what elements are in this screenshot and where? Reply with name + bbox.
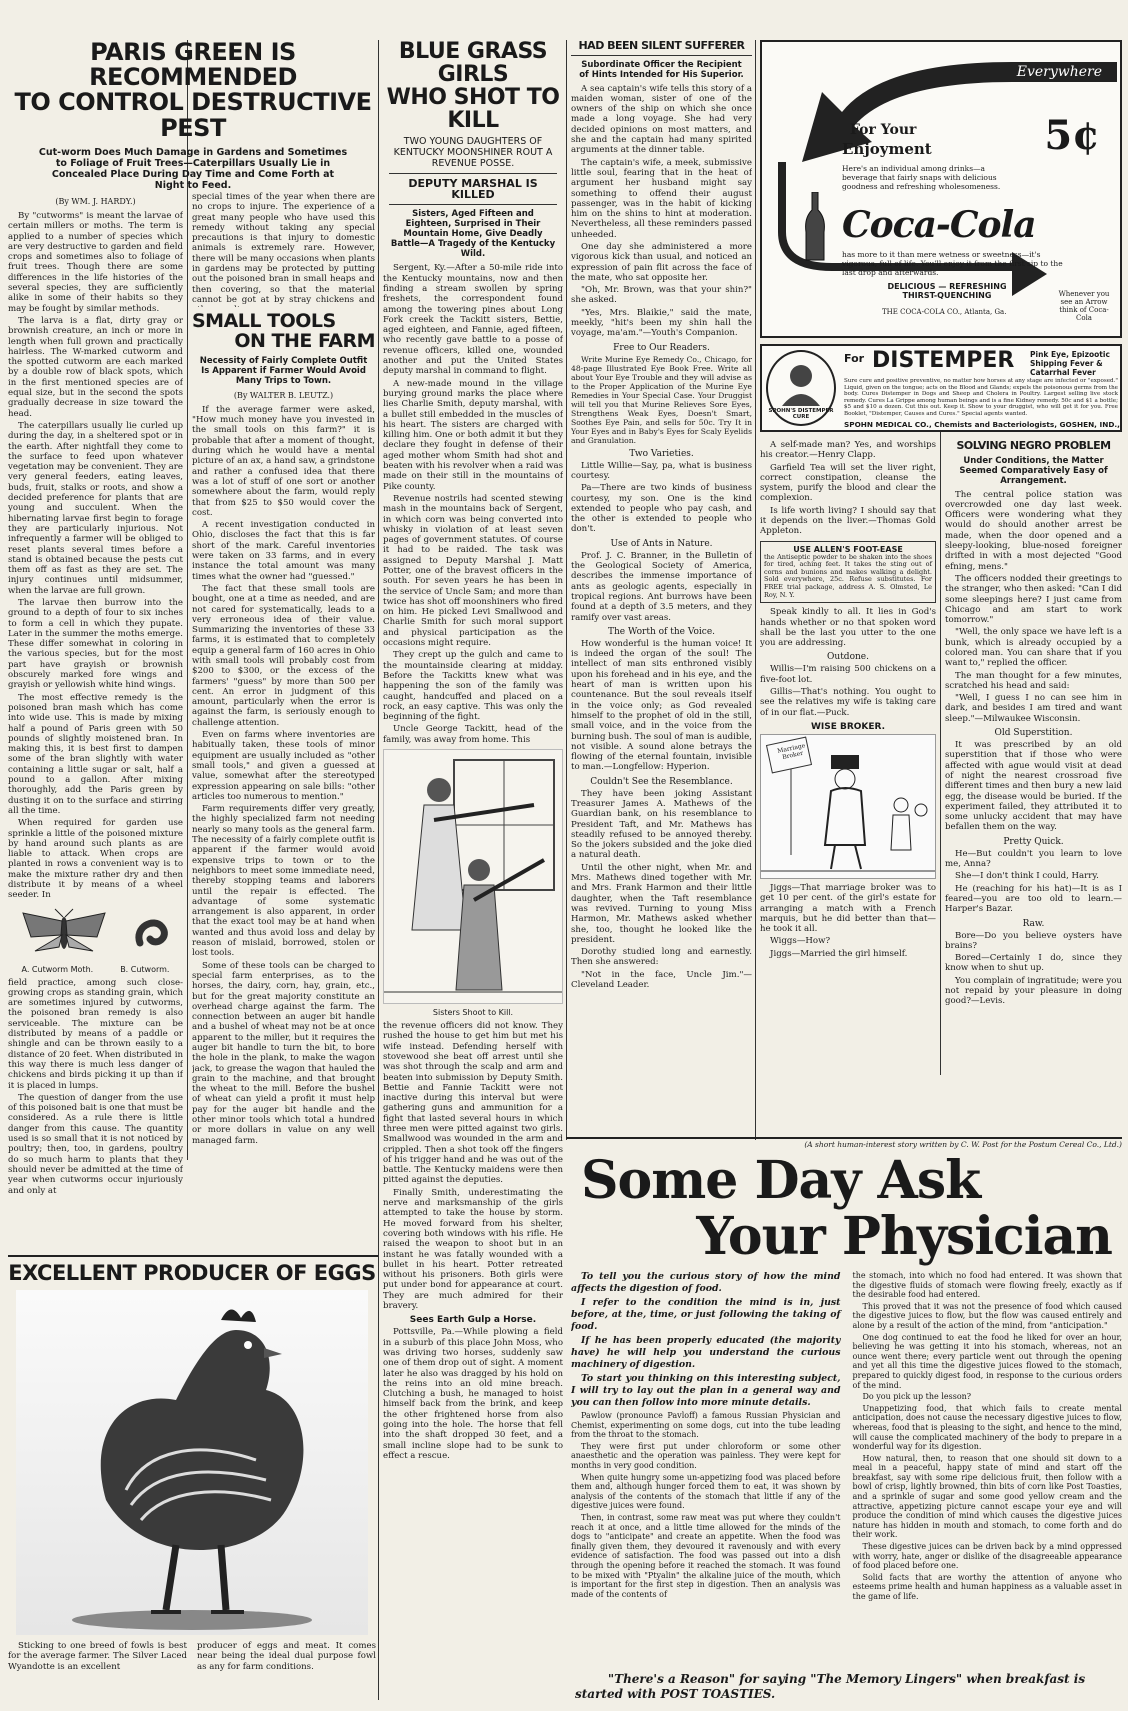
distemper-ad [760, 344, 1122, 432]
postum-col-right [853, 1271, 1123, 1604]
distemper-for: For [844, 352, 865, 365]
silent-paragraph: "Yes, Mrs. Blaikie," said the mate, meekly, "hit's been my shin hall the voyage, ma'am."—Youth's Companion. [571, 307, 752, 339]
column-rule [940, 345, 941, 1075]
hen-icon [16, 1290, 368, 1635]
ants-text: Prof. J. C. Branner, in the Bulletin of the Geological Society of America, describes the immense importance of ants as geologic agents, especially in tropical regions. Ant burrows have been found at a depth of 3.5 meters, and they ramify over vast areas. [571, 550, 752, 623]
column-rule [187, 40, 188, 1160]
paris-paragraph: By "cutworms" is meant the larvae of certain millers or moths. The term is applied to a number of species which are very destructive to garden and field crops and sometimes also to foliage of fruit trees. Though there are some differences in the life histories of the several species, they are sufficiently alike in some of their habits so they may be fought by similar methods. [8, 211, 183, 314]
postum-paragraph: How natural, then, to reason that one should sit down to a meal in a peaceful, happy state of mind and start off the breakfast, say with some ripe delicious fruit, then follow with a bowl of crisp, lightly browned, thin bits of corn like Post Toasties, and a sprinkle of sugar and some good yellow cream and the attractive, appetizing picture cannot escape your eye and will produce the condition of mind which causes the digestive juices nature has hidden in mouth and stomach, to come forth and do their work. [852, 1453, 1122, 1540]
eggs-article [8, 1262, 376, 1707]
paris-paragraph: The caterpillars usually lie curled up during the day, in a sheltered spot or in the earth. After nightfall they come to the surface to feed upon whatever vegetation may be convenient. They are very general feeders, eating leaves, buds, fruit, stalks or roots, and show a decided preference for plants that are young and succulent. When the hibernating larvae first begin to forage they are particularly injurious. Not infrequently a farmer will be obliged to reset plants several times before a stand is obtained because the pests cut them off as fast as they are set. The injury continues until midsummer, when the larvae are full grown. [8, 420, 183, 596]
earth-subhead: Sees Earth Gulp a Horse. [409, 1315, 537, 1326]
raw-line: You complain of ingratitude; were you not repaid by your pleasure in doing good?—Levis. [945, 975, 1122, 1007]
postum-paragraph: Do you pick up the lesson? [862, 1392, 972, 1402]
bluegrass-deck-3: Sisters, Aged Fifteen and Eighteen, Surprised in Their Mountain Home, Give Deadly Battle—A Tragedy of the Kentucky Wild. [390, 209, 556, 260]
superstition-title: Old Superstition. [994, 728, 1073, 739]
voice-title: The Worth of the Voice. [607, 626, 716, 637]
column-rule [755, 40, 756, 1140]
postum-intro: I refer to the condition the mind is in, just before, at the, time, or just following the taking of food. [571, 1297, 841, 1332]
bluegrass-paragraph: Sergent, Ky.—After a 50-mile ride into the Kentucky mountains, now and then finding a stream swollen by spring freshets, the correspondent found among the towering pines about Long Fork creek the Tackitt sisters, Bettie, aged eighteen, and Fannie, aged fifteen, who recently gave battle to a posse of revenue officers, killed one, wounded another and put the United States deputy marshal in command to flight. [383, 263, 563, 377]
bluegrass-article [383, 40, 563, 1708]
bluegrass-paragraph: Revenue nostrils had scented stewing mash in the mountains back of Sergent, in which corn was being converted into whisky in violation of at least seven pages of government statutes. Of course it had to be raided. The task was assigned to Deputy Marshal J. Matt Potter, one of the bravest officers in the south. For seven years he has been in the service of Uncle Sam; and more than twice has shot off moonshiners who fired on him. He picked Levi Smallwood and Charlie Smith for such moral support and physical participation as the occasions might require. [383, 493, 563, 649]
paris-deck: Cut-worm Does Much Damage in Gardens and Sometimes to Foliage of Fruit Trees—Caterpillars Usually Lie in Concealed Place During Day Time and Come Forth at Night to Feed. [38, 146, 348, 190]
everywhere-slogan: Everywhere [1016, 64, 1102, 80]
column-rule [378, 40, 379, 1700]
varieties-title: Two Varieties. [629, 448, 694, 459]
paris-paragraph: When required for garden use sprinkle a little of the poisoned mixture by hand around such plants as are liable to attack. When crops are planted in rows a convenient way is to make the mixture rather dry and then distribute it by means of a wheel seeder. In [8, 818, 183, 901]
tools-paragraph: Some of these tools can be charged to special farm enterprises, as to the horses, the dairy, corn, hay, grain, etc., but for the great majority constitute an overhead charge against the farm. The connection between an auger bit handle and a bushel of wheat may not be at once apparent to the miller, but it requires the auger bit handle to turn the bit, to bore the hole in the plank, to make the wagon jack, to grease the wagon that hauled the grain to the machine, and that brought the wheat to the mill. Before the bushel of wheat can yield a profit it must help pay for the auger bit handle and the other minor tools which total a hundred or more dollars in value on any well managed farm. [192, 960, 375, 1146]
column-rule [566, 40, 567, 1140]
for-your-label: For Your [850, 122, 917, 138]
col-6 [945, 440, 1122, 1080]
postum-note: (A short human-interest story written by C. W. Post for the Postum Cereal Co., Ltd.) [804, 1140, 1122, 1149]
postum-ad [571, 1140, 1122, 1708]
quick-line: He (reaching for his hat)—It is as I feared—you are too old to learn.—Harper's Bazar. [945, 883, 1122, 915]
wyandotte-hen-image [16, 1290, 368, 1635]
paris-paragraph: The larva is a flat, dirty gray or brownish creature, an inch or more in length when full grown and practically hairless. The W-marked cutworm and the spotted cutworm are each marked by a double row of black spots, which in the first mentioned species are of equal size, but in the second the spots gradually decrease in size toward the head. [8, 315, 183, 419]
sisters-illustration [383, 749, 563, 1004]
bluegrass-headline-2: WHO SHOT TO KILL [386, 85, 560, 134]
negro-paragraph: The officers nodded their greetings to the stranger, who then asked: "Can I did some sleepings here? I just came from Chicago and am start to work tomorrow." [945, 573, 1122, 626]
distemper-title: DISTEMPER [872, 348, 1015, 373]
tools-paragraph: If the average farmer were asked, "How much money have you invested in the small tools on this farm?" it is probable that after a moment of thought, during which he would have a mental picture of an ax, a hand saw, a grindstone and rather a confused idea that there was a lot of stuff of one sort or another somewhere about the farm, would reply that from $25 to $50 would cover the cost. [192, 404, 375, 518]
postum-intro: To tell you the curious story of how the mind affects the digestion of food. [571, 1271, 841, 1294]
cutworm-icon [132, 913, 172, 953]
superstition-text: It was prescribed by an old superstition that if those who were affected with ague would visit at dead of night the nearest crossroad five different times and then bury a new laid egg, the disease would be buried. If the experiment failed, they attributed it to some unlucky accident that may have befallen them on the way. [945, 740, 1122, 833]
negro-deck: Under Conditions, the Matter Seemed Comparatively Easy of Arrangement. [959, 455, 1108, 486]
eggs-paragraph: producer of eggs and meat. It comes near being the ideal dual purpose fowl as any for farm conditions. [197, 1641, 376, 1672]
wise-text: Jiggs—Married the girl himself. [770, 948, 908, 959]
postum-col-left [571, 1271, 841, 1604]
coca-cola-ad [760, 40, 1122, 338]
resemblance-paragraph: Until the other night, when Mr. and Mrs. Mathews dined together with Mr. and Mrs. Frank Harmon and their little daughter, when the Taft resemblance was revived. Turning to young Miss Harmon, Mr. Mathews asked whether she, too, thought he looked like the president. [571, 862, 752, 945]
paris-headline-1: PARIS GREEN IS RECOMMENDED [89, 40, 297, 92]
tools-paragraph: Farm requirements differ very greatly, the highly specialized farm not needing nearly so many tools as the general farm. The necessity of a fairly complete outfit is apparent if the farmer would avoid expensive trips to town or to the neighbors to meet some immediate need, thereby stopping teams and laborers until the repair is effected. The advantage of some systematic arrangement is also apparent, in order that the exact tool may be at hand when wanted and thus avoid loss and delay by reason of mislaid, borrowed, stolen or lost tools. [192, 804, 375, 959]
varieties-paragraph: Little Willie—Say, pa, what is business courtesy. [571, 460, 752, 481]
quick-title: Pretty Quick. [1003, 836, 1064, 847]
cutworm-caption: B. Cutworm. [120, 964, 170, 974]
postum-closing-line-2: started with POST TOASTIES. [575, 1687, 776, 1701]
tools-byline: (By WALTER B. LEUTZ.) [233, 390, 334, 400]
broker-cartoon [760, 734, 936, 879]
negro-paragraph: The man thought for a few minutes, scratched his head and said: [945, 670, 1122, 691]
wise-text: Wiggs—How? [770, 936, 831, 947]
quick-line: He—But couldn't you learn to love me, Anna? [945, 848, 1122, 870]
raw-line: Bore—Do you believe oysters have brains? [945, 930, 1122, 951]
moth-captions [8, 965, 183, 974]
distemper-company: SPOHN MEDICAL CO., Chemists and Bacteriologists, GOSHEN, IND., [844, 420, 1120, 429]
tools-headline-1: SMALL TOOLS [192, 312, 336, 332]
resemblance-title: Couldn't See the Resemblance. [590, 776, 733, 787]
tools-paragraph: Even on farms where inventories are habitually taken, these tools of minor equipment are usually included as "other small tools," and given a guessed at value, somewhat after the stereotyped expression appearing on sale bills: "other articles too numerous to mention." [192, 730, 375, 802]
postum-closing-line-1: "There's a Reason" for saying "The Memory Lingers" when breakfast is [607, 1672, 1086, 1686]
section-rule [566, 1137, 1122, 1139]
free-readers-text: Write Murine Eye Remedy Co., Chicago, for 48-page Illustrated Eye Book Free. Write all about Your Eye Trouble and they will advise as to the Proper Application of the Murine Eye Remedies in Your Special Case. Your Druggist will tell you that Murine Relieves Sore Eyes, Strengthens Weak Eyes, Doesn't Smart, Soothes Eye Pain, and sells for 50c. Try It in Your Eyes and in Baby's Eyes for Scaly Eyelids and Granulation. [571, 354, 752, 445]
postum-paragraph: the stomach, into which no food had entered. It was shown that the digestive fluids of stomach were flowing freely, exactly as if the desirable food had entered. [852, 1271, 1122, 1300]
paris-paragraph: field practice, among such close-growing crops as standing grain, which are sometimes injured by cutworms, the poisoned bran remedy is also serviceable. The mixture can be distributed by means of a paddle or shingle and can be thrown easily to a distance of 20 feet. When distributed in this way there is much less danger of chickens and birds picking it up than if it is placed in lumps. [8, 977, 183, 1091]
coca-cola-copy-2: has more to it than mere wetness or sweetness—it's vigorous, full of life. You'll enjoy it from the first sip to the last drop and afterwards. [842, 250, 1063, 277]
coca-cola-brand: Coca-Cola [842, 204, 1036, 246]
postum-headline-2: Your Physician [696, 1206, 1112, 1267]
moth-caption: A. Cutworm Moth. [21, 964, 94, 974]
paris-paragraph: The larvae then burrow into the ground to a depth of four to six inches to form a cell in which they pupate. Later in the summer the moths emerge. These differ somewhat in coloring in the various species, but for the most part have grayish or brownish obscurely marked fore wings and grayish or yellowish white hind wings. [8, 597, 183, 691]
postum-paragraph: They were first put under chloroform or some other anaesthetic and the operation was painless. They were kept for months in very good condition. [571, 1441, 841, 1470]
paris-green-article [8, 40, 378, 190]
voice-text: How wonderful is the human voice! It is indeed the organ of the soul! The intellect of man sits enthroned visibly upon his forehead and in his eye, and the heart of man is written upon his countenance. But the soul reveals itself in the voice only; as God revealed himself to the prophet of old in the still, small voice, and in the voice from the burning bush. The soul of man is audible, not visible. A sound alone betrays the flowing of the eternal fountain, invisible to man.—Longfellow: Hyperion. [571, 638, 752, 773]
negro-paragraph: The central police station was overcrowded one day last week. Officers were wondering what they would do should another arrest be made, when the door opened and a sleepy-looking, blue-nosed foreigner drifted in with a most dejected "Good efning, mens." [945, 489, 1122, 572]
postum-paragraph: Then, in contrast, some raw meat was put where they couldn't reach it at once, and a little time allowed for the minds of the dogs to "anticipate" and create an appetite. When the food was finally given them, they devoured it ravenously and with every evidence of satisfaction. The food was passed out into a dish through the opening before it reached the stomach. It was found to be mixed with "Ptyalin" the alkaline juice of the mouth, which is important for the first step in digestion. Then an analysis was made of the contents of [571, 1512, 841, 1599]
tools-paragraph: A recent investigation conducted in Ohio, discloses the fact that this is far short of the mark. Careful inventories were taken on 33 farms, and in every instance the total amount was many times what the owner had "guessed." [192, 520, 375, 582]
portrait-icon [768, 358, 834, 408]
coca-cola-tagline: DELICIOUS — REFRESHING THIRST-QUENCHING [887, 282, 1007, 300]
moth-icon [19, 907, 109, 959]
postum-intro: If he has been properly educated (the majority have) he will help you understand the curious machinery of digestion. [571, 1335, 841, 1370]
bluegrass-paragraph: Pottsville, Pa.—While plowing a field in a suburb of this place John Moss, who was driving two horses, suddenly saw one of them drop out of sight. A moment later he also was dragged by his hold on the reins into an old mine breach. Clutching a bush, he managed to hoist himself back from the brink, and keep the other frightened horse from also going into the hole. The horse that fell into the shaft dropped 30 feet, and a small incline slope had to be sunk to effect a rescue. [383, 1327, 563, 1461]
ants-title: Use of Ants in Nature. [610, 538, 713, 549]
wise-broker-title: WISE BROKER. [810, 721, 886, 732]
col-5-fillers [760, 440, 936, 1080]
varieties-paragraph: Pa—There are two kinds of business courtesy, my son. One is the kind extended to people who pay cash, and the other is extended to people who don't. [571, 483, 752, 535]
bluegrass-paragraph: They crept up the gulch and came to the mountainside clearing at midday. Before the Tackitts knew what was happening the son of the family was caught, handcuffed and placed on a rock, an easy captive. This was only the beginning of the fight. [383, 650, 563, 723]
paris-col-1 [8, 192, 183, 1252]
allen-text: the Antiseptic powder to be shaken into the shoes for tired, aching feet. It takes the sting out of corns and bunions and makes walking a delight. Sold everywhere, 25c. Refuse substitutes. For FREE trial package, address A. S. Olmsted, Le Roy, N. Y. [764, 552, 932, 599]
eggs-text [8, 1641, 376, 1674]
paris-paragraph: The question of danger from the use of this poisoned bait is one that must be considered. As a rule there is little danger from this cause. The quantity used is so small that it is not noticed by poultry; then, too, in gardens, poultry do so much harm to plants that they should never be admitted at the time of year when cutworms occur injuriously and only at [8, 1092, 183, 1196]
bluegrass-headline-1: BLUE GRASS GIRLS [398, 40, 548, 88]
price-label: 5¢ [1044, 112, 1100, 159]
paris-paragraph: special times of the year when there are no crops to injure. The experience of a great many people who have used this remedy without taking any special precautions is that injury to domestic animals is extremely rare. However, there will be many occasions when plants in gardens may be protected by putting out the poisoned bran in small heaps and then covering, so that the material cannot be got at by stray chickens and [192, 192, 375, 305]
allen-title: USE ALLEN'S FOOT-EASE [793, 544, 903, 554]
rifle-girls-icon [384, 750, 562, 1003]
negro-paragraph: "Well, the only space we have left is a bunk, which is already occupied by a colored man. You can share that if you want to," replied the officer. [945, 627, 1122, 669]
section-rule [8, 1255, 378, 1257]
bluegrass-paragraph: the revenue officers did not know. They rushed the house to get him but met his wife instead. Defending herself with stovewood she beat off arrest until she was shot through the scalp and arm and beaten into submission by Deputy Smith. Bettie and Fannie Tackitt were not inactive during this interval but were gathering guns and ammunition for a fight that lasted several hours in which three men were pitted against two girls. Smallwood was wounded in the arm and crippled. Then a shot took off the fingers of his trigger hand and he was out of the battle. The Kentucky maidens were then pitted against the deputies. [383, 1021, 563, 1186]
postum-paragraph: Pawlow (pronounce Pavloff) a famous Russian Physician and Chemist, experimenting on some dogs, cut into the tube leading from the throat to the stomach. [571, 1411, 841, 1440]
free-readers-title: Free to Our Readers. [613, 342, 710, 353]
filler-self-made: A self-made man? Yes, and worships his creator.—Henry Clapp. [760, 440, 936, 461]
wise-text: Jiggs—That marriage broker was to get 10 per cent. of the girl's estate for arranging a match with a French marquis, but he did better than that—he took it all. [760, 882, 936, 935]
sisters-caption: Sisters Shoot to Kill. [432, 1008, 514, 1018]
filler-garfield: Garfield Tea will set the liver right, correct constipation, cleanse the system, purify the blood and clear the complexion. [760, 462, 936, 504]
resemblance-paragraph: Dorothy studied long and earnestly. Then she answered: [571, 947, 752, 968]
paris-headline-2: TO CONTROL DESTRUCTIVE PEST [14, 88, 372, 142]
postum-paragraph: Solid facts that are worthy the attention of anyone who esteems prime health and human happiness as a valuable asset in the game of life. [852, 1572, 1122, 1601]
postum-paragraph: When quite hungry some un-appetizing food was placed before them and, although hunger forced them to eat, it was shown by analysis of the contents of the stomach that little if any of the digestive juices were found. [571, 1472, 841, 1511]
silent-paragraph: The captain's wife, a meek, submissive little soul, fearing that in the heat of argument her husband might say something to offend their august passenger, was in the habit of kicking him on the shins to hint at moderation. Nevertheless, all these reminders passed unheeded. [571, 157, 752, 240]
postum-headline-1: Some Day Ask [581, 1150, 981, 1211]
allen-ad [760, 541, 936, 604]
raw-title: Raw. [1022, 918, 1045, 929]
paris-paragraph: The most effective remedy is the poisoned bran mash which has come into wide use. This is made by mixing half a pound of Paris green with 50 pounds of slightly moistened bran. In making this, it is best first to dampen some of the bran slightly with water containing a little sugar or salt, half a pound to a gallon. After mixing thoroughly, add the Paris green by dusting it on to the surface and stirring all the time. [8, 692, 183, 816]
filler-living: Is life worth living? I should say that it depends on the liver.—Thomas Gold Appleton. [760, 505, 936, 537]
tools-headline-2: ON THE FARM [234, 329, 375, 352]
coca-cola-bottle-icon [802, 192, 828, 262]
bluegrass-deck-2: DEPUTY MARSHAL IS KILLED [389, 173, 557, 205]
seal-text: SPOHN'S DISTEMPER CURE [768, 408, 834, 420]
postum-closing [571, 1672, 1122, 1702]
arrow-note: Whenever you see an Arrow think of Coca-Cola [1058, 290, 1110, 322]
filler-kindly: Speak kindly to all. It lies in God's hands whether or no that spoken word shall be the last you utter to the one you are addressing. [760, 607, 936, 649]
outdone-line: Willis—I'm raising 500 chickens on a five-foot lot. [760, 664, 936, 685]
eggs-paragraph: Sticking to one breed of fowls is best for the average farmer. The Silver Laced Wyandotte is an excellent [8, 1641, 187, 1672]
paris-byline: (By WM. J. HARDY.) [55, 197, 136, 206]
postum-paragraph: Unappetizing food, that which fails to create mental anticipation, does not cause the necessary digestive juices to flow, whereas, food that is pleasing to the sight, and hence to the mind, will cause the complicated machinery of the body to prepare in a wonderful way for its digestion. [852, 1403, 1122, 1452]
postum-paragraph: These digestive juices can be driven back by a mind oppressed with worry, hate, anger or dislike of the disagreeable appearance of food placed before one. [852, 1542, 1122, 1571]
bluegrass-paragraph: A new-made mound in the village burying ground marks the place where lies Charlie Smith, deputy marshal, with a bullet still embedded in the muscles of his heart. The sisters are charged with killing him. One or both admit it but they declare they fought in defense of their aged mother whom Smith had shot and beaten with his revolver when a raid was made on their still in the mountains of Pike county. [383, 378, 563, 492]
bluegrass-paragraph: Finally Smith, underestimating the nerve and marksmanship of the girls attempted to take the house by storm. He moved forward from his shelter, covering both windows with his rifle. He raised the weapon to shoot but in an instant he was fatally wounded with a bullet in his heart. Potter retreated without his prisoners. Both girls were put under bond for appearance at court. They are much admired for their bravery. [383, 1187, 563, 1312]
postum-columns [571, 1271, 1122, 1604]
spohn-seal [766, 350, 836, 426]
resemblance-paragraph: "Not in the face, Uncle Jim."—Cleveland Leader. [571, 969, 752, 991]
cartoon-sign: Marriage Broker [776, 742, 806, 761]
outdone-line: Gillis—That's nothing. You ought to see the relatives my wife is taking care of in our flat.—Puck. [760, 687, 936, 718]
postum-intro: To start you thinking on this interesting subject, I will try to lay out the plan in a general way and you can then follow into more minute details. [571, 1373, 841, 1408]
distemper-body: Sure cure and positive preventive, no matter how horses at any stage are infected or "exposed." Liquid, given on the tongue; acts on the Blood and Glands; expels the poisonous germs from the body. Cures Distemper in Dogs and Sheep and Cholera in Poultry. Largest selling live stock remedy. Cures La Grippe among human beings and is a fine Kidney remedy. 50c and $1 a bottle; $5 and $10 a dozen. Cut this out. Keep it. Show to your druggist, who will get it for you. Free Booklet, "Distemper, Causes and Cures." Special agents wanted. [844, 378, 1118, 417]
col-4 [571, 40, 752, 1135]
distemper-ailments: Pink Eye, Epizootic Shipping Fever & Catarrhal Fever [1030, 350, 1110, 377]
paris-col-2 [192, 192, 375, 307]
postum-paragraph: One dog continued to eat the food he liked for over an hour, believing he was getting it into his stomach, whereas, not an ounce went there; every particle went out through the opening and yet all this time the digestive juices flowed to the stomach, prepared to quickly digest food, in response to the curious orders of the mind. [852, 1332, 1122, 1390]
resemblance-paragraph: They have been joking Assistant Treasurer James A. Mathews of the Guardian bank, on his resemblance to President Taft, and Mr. Mathews has steadily refused to be annoyed thereby. So the jokers subsided and the joke died a natural death. [571, 788, 752, 861]
quick-line: She—I don't think I could, Harry. [955, 871, 1099, 882]
cutworm-illustration [8, 907, 183, 959]
negro-paragraph: "Well, I guess I no can see him in dark, and besides I am tired and want sleep."—Milwaukee Wisconsin. [945, 693, 1122, 724]
coca-cola-company: THE COCA-COLA CO., Atlanta, Ga. [882, 308, 1007, 316]
bluegrass-paragraph: Uncle George Tackitt, head of the family, was away from home. This [383, 724, 563, 745]
raw-line: Bored—Certainly I do, since they know when to shut up. [945, 953, 1122, 974]
outdone-title: Outdone. [827, 652, 869, 663]
postum-paragraph: This proved that it was not the presence of food which caused the digestive juices to flow, but the flow was caused entirely and alone by a result of the action of the mind, from "anticipation." [852, 1301, 1122, 1330]
silent-paragraph: A sea captain's wife tells this story of a maiden woman, sister of one of the owners of the ship on which she once made a long voyage. She had very decided opinions on most matters, and she and the captain had many spirited arguments at the dinner table. [571, 83, 752, 156]
silent-headline: HAD BEEN SILENT SUFFERER [571, 40, 752, 56]
bluegrass-deck-1: TWO YOUNG DAUGHTERS OF KENTUCKY MOONSHINER ROUT A REVENUE POSSE. [393, 136, 553, 170]
tools-deck: Necessity of Fairly Complete Outfit Is Apparent if Farmer Would Avoid Many Trips to Town. [199, 355, 368, 386]
silent-paragraph: "Oh, Mr. Brown, was that your shin?" she asked. [571, 285, 752, 306]
silent-deck: Subordinate Officer the Recipient of Hints Intended for His Superior. [579, 59, 744, 80]
enjoyment-label: Enjoyment [842, 140, 932, 158]
coca-cola-copy-1: Here's an individual among drinks—a beverage that fairly snaps with delicious goodness and refreshing wholesomeness. [842, 164, 1001, 191]
small-tools-article [192, 312, 375, 1252]
tools-paragraph: The fact that these small tools are bought, one at a time as needed, and are not cared for systematically, leads to a very erroneous idea of their value. Summarizing the inventories of these 33 farms, it is estimated that to completely equip a general farm of 160 acres in Ohio with small tools will probably cost from $200 to $300, or the excess of the farmers' "guess" by more than 500 per cent. An error in judgment of this amount, particularly when the error is against the farm, is seriously enough to challenge attention. [192, 583, 375, 728]
negro-headline: SOLVING NEGRO PROBLEM [956, 440, 1111, 452]
silent-paragraph: One day she administered a more vigorous kick than usual, and noticed an expression of pain flit across the face of the mate, who sat opposite her. [571, 242, 752, 283]
eggs-headline: EXCELLENT PRODUCER OF EGGS [8, 1262, 376, 1285]
